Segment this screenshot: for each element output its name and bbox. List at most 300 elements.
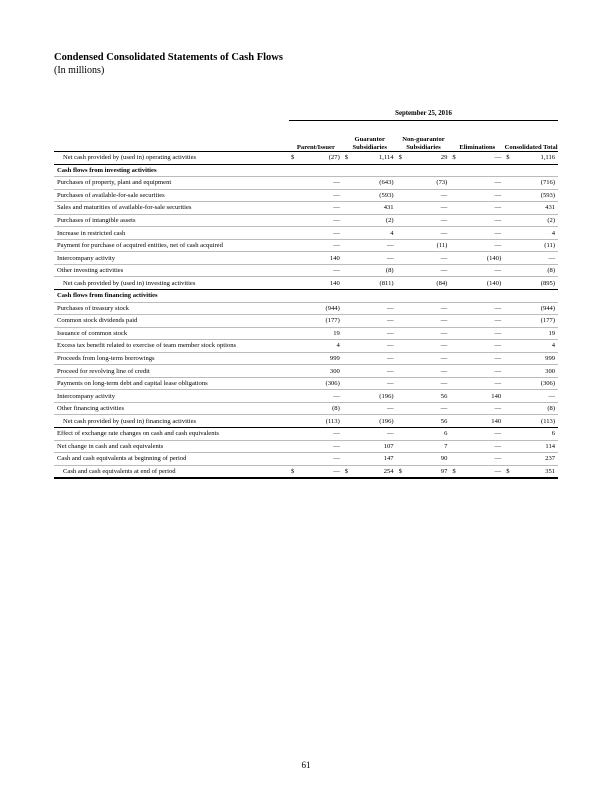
- value-text: 254: [383, 467, 394, 475]
- cell-value: [504, 202, 558, 215]
- value-text: 114: [545, 442, 556, 450]
- cell-value: [397, 415, 451, 428]
- row-label: Cash and cash equivalents at beginning of period: [54, 453, 289, 466]
- table-row: [54, 428, 558, 441]
- cell-value: [450, 352, 504, 365]
- value-text: —: [548, 254, 556, 262]
- cell-value: [450, 177, 504, 190]
- row-label: Effect of exchange rate changes on cash and cash equivalents: [54, 428, 289, 441]
- value-text: 999: [545, 355, 556, 363]
- value-text: —: [440, 254, 448, 262]
- value-text: (8): [385, 267, 394, 275]
- value-text: (593): [379, 191, 394, 199]
- cell-value: [289, 390, 343, 403]
- cell-value: [504, 327, 558, 340]
- cell-value: [504, 227, 558, 240]
- cell-value: [397, 390, 451, 403]
- cell-value: [504, 440, 558, 453]
- cell-value: [397, 277, 451, 290]
- cell-value: [289, 428, 343, 441]
- cell-value: [343, 177, 397, 190]
- cell-value: [397, 177, 451, 190]
- value-text: (643): [379, 179, 394, 187]
- value-text: —: [440, 367, 448, 375]
- value-text: 19: [333, 329, 340, 337]
- cell-value: [504, 402, 558, 415]
- value-text: (84): [436, 279, 448, 287]
- value-text: —: [440, 380, 448, 388]
- total-row: [54, 152, 558, 165]
- cell-value: [397, 327, 451, 340]
- value-text: —: [333, 217, 340, 224]
- value-text: —: [333, 467, 340, 475]
- cell-value: [289, 177, 343, 190]
- row-label: Net cash provided by (used in) operating activities: [54, 152, 289, 165]
- cell-value: [504, 302, 558, 315]
- table-row: [54, 264, 558, 277]
- column-header: Eliminations: [450, 121, 504, 152]
- cell-value: [289, 189, 343, 202]
- cell-value: [343, 189, 397, 202]
- cell-value: [450, 277, 504, 290]
- value-text: (811): [379, 279, 394, 287]
- value-text: 6: [444, 430, 448, 438]
- cell-value: [289, 415, 343, 428]
- cell-value: [450, 315, 504, 328]
- statement-title: Condensed Consolidated Statements of Cash Flows: [54, 52, 283, 63]
- cell-value: [450, 202, 504, 215]
- cell-value: [504, 390, 558, 403]
- row-label: Purchases of available-for-sale securities: [54, 189, 289, 202]
- value-text: (944): [540, 304, 556, 312]
- cell-value: [289, 377, 343, 390]
- value-text: —: [494, 430, 502, 438]
- cell-value: [343, 252, 397, 265]
- cell-value: [343, 428, 397, 441]
- cell-value: [397, 428, 451, 441]
- value-text: —: [494, 191, 502, 199]
- value-text: —: [494, 267, 502, 275]
- cell-value: [504, 177, 558, 190]
- cell-value: [450, 252, 504, 265]
- row-label: Payments on long-term debt and capital lease obligations: [54, 377, 289, 390]
- row-label: Other financing activities: [54, 402, 289, 415]
- cell-value: [504, 290, 558, 303]
- value-text: 1,116: [540, 154, 556, 162]
- cell-value: [289, 214, 343, 227]
- cell-value: [343, 315, 397, 328]
- value-text: 4: [336, 342, 340, 350]
- cell-value: [343, 365, 397, 378]
- value-text: 29: [440, 154, 448, 162]
- cell-value: [397, 402, 451, 415]
- value-text: —: [387, 317, 394, 325]
- cell-value: [343, 290, 397, 303]
- value-text: —: [333, 442, 340, 450]
- total-row: [54, 415, 558, 428]
- value-text: (8): [547, 405, 556, 413]
- cell-value: [397, 214, 451, 227]
- cell-value: [343, 202, 397, 215]
- value-text: (306): [540, 380, 556, 388]
- value-text: (27): [328, 154, 340, 162]
- value-text: —: [440, 329, 448, 337]
- cell-value: [397, 227, 451, 240]
- row-label: Purchases of treasury stock: [54, 302, 289, 315]
- cell-value: [289, 302, 343, 315]
- value-text: —: [387, 405, 394, 413]
- cell-value: [504, 315, 558, 328]
- value-text: —: [494, 304, 502, 312]
- section-header-row: [54, 164, 558, 177]
- value-text: 431: [383, 204, 394, 212]
- value-text: (140): [486, 279, 502, 287]
- table-row: [54, 252, 558, 265]
- cell-value: [397, 302, 451, 315]
- row-label: Purchases of intangible assets: [54, 214, 289, 227]
- cell-value: [289, 277, 343, 290]
- row-label: Cash flows from financing activities: [54, 290, 289, 303]
- cell-value: [504, 277, 558, 290]
- row-label: Issuance of common stock: [54, 327, 289, 340]
- currency-symbol: $: [506, 467, 510, 475]
- value-text: —: [333, 267, 340, 275]
- row-label: Increase in restricted cash: [54, 227, 289, 240]
- row-label: Net change in cash and cash equivalents: [54, 440, 289, 453]
- value-text: —: [387, 242, 394, 250]
- cell-value: [450, 440, 504, 453]
- cell-value: [504, 377, 558, 390]
- cell-value: [289, 465, 343, 478]
- cell-value: [450, 152, 504, 165]
- cell-value: [450, 214, 504, 227]
- cell-value: [397, 377, 451, 390]
- cell-value: [343, 277, 397, 290]
- table-row: [54, 390, 558, 403]
- value-text: 431: [545, 204, 556, 212]
- cell-value: [397, 465, 451, 478]
- value-text: (2): [385, 217, 394, 224]
- value-text: (8): [547, 267, 556, 275]
- cell-value: [450, 227, 504, 240]
- row-label: Payment for purchase of acquired entities, net of cash acquired: [54, 239, 289, 252]
- cell-value: [343, 152, 397, 165]
- value-text: —: [494, 229, 502, 237]
- currency-symbol: $: [398, 467, 402, 475]
- cell-value: [343, 377, 397, 390]
- value-text: —: [387, 304, 394, 312]
- value-text: —: [494, 467, 502, 475]
- column-header: Parent/Issuer: [289, 121, 343, 152]
- value-text: —: [333, 191, 340, 199]
- value-text: 237: [545, 455, 556, 463]
- row-label: Intercompany activity: [54, 252, 289, 265]
- cell-value: [289, 352, 343, 365]
- cell-value: [450, 453, 504, 466]
- value-text: 6: [551, 430, 556, 438]
- column-header: Consolidated Total: [504, 121, 558, 152]
- value-text: —: [494, 154, 502, 162]
- cell-value: [397, 202, 451, 215]
- value-text: —: [333, 179, 340, 187]
- value-text: —: [333, 392, 340, 400]
- currency-symbol: $: [452, 467, 456, 475]
- value-text: (306): [325, 380, 340, 388]
- value-text: (593): [540, 191, 556, 199]
- value-text: (11): [436, 242, 448, 250]
- cell-value: [397, 290, 451, 303]
- value-text: (196): [379, 417, 394, 425]
- cell-value: [450, 302, 504, 315]
- cell-value: [289, 402, 343, 415]
- cell-value: [504, 239, 558, 252]
- row-label: Cash flows from investing activities: [54, 164, 289, 177]
- cell-value: [450, 264, 504, 277]
- cell-value: [504, 214, 558, 227]
- cell-value: [450, 164, 504, 177]
- value-text: —: [494, 442, 502, 450]
- table-row: [54, 402, 558, 415]
- cell-value: [343, 264, 397, 277]
- cell-value: [450, 428, 504, 441]
- value-text: —: [494, 179, 502, 187]
- cell-value: [504, 152, 558, 165]
- table-row: [54, 440, 558, 453]
- value-text: —: [333, 229, 340, 237]
- cell-value: [289, 227, 343, 240]
- value-text: —: [494, 367, 502, 375]
- value-text: —: [440, 317, 448, 325]
- cell-value: [504, 340, 558, 353]
- currency-symbol: $: [344, 154, 349, 162]
- row-label: Proceeds from long-term borrowings: [54, 352, 289, 365]
- cell-value: [289, 440, 343, 453]
- currency-symbol: $: [398, 154, 402, 162]
- cell-value: [289, 239, 343, 252]
- table-row: [54, 453, 558, 466]
- cell-value: [397, 152, 451, 165]
- value-text: —: [494, 242, 502, 250]
- cell-value: [504, 453, 558, 466]
- value-text: (716): [540, 179, 556, 187]
- value-text: —: [494, 317, 502, 325]
- cell-value: [343, 465, 397, 478]
- cell-value: [343, 327, 397, 340]
- table-row: [54, 202, 558, 215]
- value-text: —: [440, 304, 448, 312]
- cell-value: [504, 352, 558, 365]
- period-header: September 25, 2016: [289, 107, 558, 121]
- value-text: 351: [545, 467, 556, 475]
- cell-value: [397, 189, 451, 202]
- cell-value: [289, 164, 343, 177]
- value-text: 147: [383, 455, 394, 463]
- value-text: 56: [440, 392, 448, 400]
- row-label: Excess tax benefit related to exercise of team member stock options: [54, 340, 289, 353]
- cash-flow-table: [54, 107, 558, 479]
- cell-value: [343, 453, 397, 466]
- value-text: 140: [491, 392, 502, 400]
- cell-value: [450, 239, 504, 252]
- value-text: —: [548, 392, 556, 400]
- table-row: [54, 315, 558, 328]
- value-text: (2): [547, 217, 556, 224]
- value-text: —: [440, 229, 448, 237]
- cell-value: [343, 164, 397, 177]
- value-text: (8): [332, 405, 340, 413]
- value-text: 4: [390, 229, 394, 237]
- cell-value: [289, 252, 343, 265]
- table-row: [54, 302, 558, 315]
- value-text: 1,114: [379, 154, 394, 162]
- cell-value: [289, 365, 343, 378]
- currency-symbol: $: [344, 467, 349, 475]
- value-text: —: [494, 355, 502, 363]
- value-text: (895): [540, 279, 556, 287]
- table-row: [54, 340, 558, 353]
- cell-value: [397, 315, 451, 328]
- cell-value: [450, 290, 504, 303]
- column-header: Guarantor Subsidiaries: [343, 121, 397, 152]
- table-row: [54, 177, 558, 190]
- total-row: [54, 277, 558, 290]
- cell-value: [343, 390, 397, 403]
- row-label: Proceed for revolving line of credit: [54, 365, 289, 378]
- cell-value: [343, 239, 397, 252]
- value-text: —: [440, 191, 448, 199]
- cell-value: [343, 214, 397, 227]
- table-row: [54, 352, 558, 365]
- cell-value: [289, 264, 343, 277]
- row-label: Purchases of property, plant and equipment: [54, 177, 289, 190]
- cell-value: [504, 164, 558, 177]
- value-text: —: [494, 217, 502, 224]
- value-text: (11): [544, 242, 556, 250]
- row-label: Cash and cash equivalents at end of period: [54, 465, 289, 478]
- cell-value: [289, 340, 343, 353]
- value-text: —: [494, 455, 502, 463]
- cell-value: [504, 415, 558, 428]
- currency-symbol: $: [506, 154, 510, 162]
- currency-symbol: $: [291, 467, 295, 475]
- value-text: —: [333, 430, 340, 438]
- cell-value: [289, 315, 343, 328]
- page-number: 61: [301, 760, 311, 770]
- value-text: —: [387, 329, 394, 337]
- cell-value: [450, 415, 504, 428]
- cell-value: [450, 365, 504, 378]
- value-text: (140): [486, 254, 502, 262]
- value-text: 300: [545, 367, 556, 375]
- row-label: Other investing activities: [54, 264, 289, 277]
- cell-value: [450, 390, 504, 403]
- row-label: Sales and maturities of available-for-sale securities: [54, 202, 289, 215]
- cell-value: [504, 465, 558, 478]
- cell-value: [450, 327, 504, 340]
- cell-value: [343, 227, 397, 240]
- value-text: 140: [491, 417, 502, 425]
- cell-value: [343, 340, 397, 353]
- cell-value: [343, 302, 397, 315]
- value-text: —: [494, 405, 502, 413]
- value-text: (73): [436, 179, 448, 187]
- value-text: —: [387, 367, 394, 375]
- cell-value: [343, 402, 397, 415]
- table-row: [54, 189, 558, 202]
- cell-value: [450, 465, 504, 478]
- cell-value: [289, 327, 343, 340]
- value-text: —: [440, 204, 448, 212]
- value-text: —: [440, 217, 448, 224]
- value-text: (944): [325, 304, 340, 312]
- row-label: Net cash provided by (used in) investing activities: [54, 277, 289, 290]
- value-text: —: [387, 430, 394, 438]
- table-row: [54, 377, 558, 390]
- value-text: —: [387, 342, 394, 350]
- value-text: —: [494, 329, 502, 337]
- value-text: —: [333, 455, 340, 463]
- cell-value: [397, 352, 451, 365]
- cell-value: [504, 189, 558, 202]
- cell-value: [450, 189, 504, 202]
- value-text: 56: [440, 417, 448, 425]
- cell-value: [289, 152, 343, 165]
- cell-value: [397, 340, 451, 353]
- cell-value: [504, 428, 558, 441]
- cell-value: [504, 264, 558, 277]
- value-text: —: [333, 242, 340, 250]
- value-text: 999: [329, 355, 340, 363]
- value-text: 107: [383, 442, 394, 450]
- table-row: [54, 214, 558, 227]
- row-label: Common stock dividends paid: [54, 315, 289, 328]
- value-text: —: [387, 355, 394, 363]
- cell-value: [450, 402, 504, 415]
- cell-value: [397, 453, 451, 466]
- cell-value: [397, 365, 451, 378]
- column-header: Non-guarantor Subsidiaries: [397, 121, 451, 152]
- currency-symbol: $: [291, 154, 295, 162]
- cell-value: [343, 440, 397, 453]
- table-row: [54, 227, 558, 240]
- value-text: —: [440, 342, 448, 350]
- value-text: —: [440, 405, 448, 413]
- value-text: —: [387, 380, 394, 388]
- currency-symbol: $: [452, 154, 456, 162]
- value-text: (196): [379, 392, 394, 400]
- cell-value: [289, 290, 343, 303]
- value-text: 140: [329, 254, 340, 262]
- cell-value: [397, 239, 451, 252]
- final-row: [54, 465, 558, 478]
- units-subtitle: (In millions): [54, 65, 105, 76]
- cell-value: [397, 264, 451, 277]
- value-text: (113): [325, 417, 340, 425]
- cell-value: [289, 453, 343, 466]
- value-text: 19: [548, 329, 556, 337]
- cell-value: [450, 377, 504, 390]
- value-text: —: [494, 380, 502, 388]
- table-row: [54, 239, 558, 252]
- value-text: 4: [551, 229, 556, 237]
- value-text: —: [333, 204, 340, 212]
- value-text: —: [494, 204, 502, 212]
- cell-value: [504, 252, 558, 265]
- value-text: 90: [440, 455, 448, 463]
- value-text: —: [440, 355, 448, 363]
- value-text: 7: [444, 442, 448, 450]
- cell-value: [397, 252, 451, 265]
